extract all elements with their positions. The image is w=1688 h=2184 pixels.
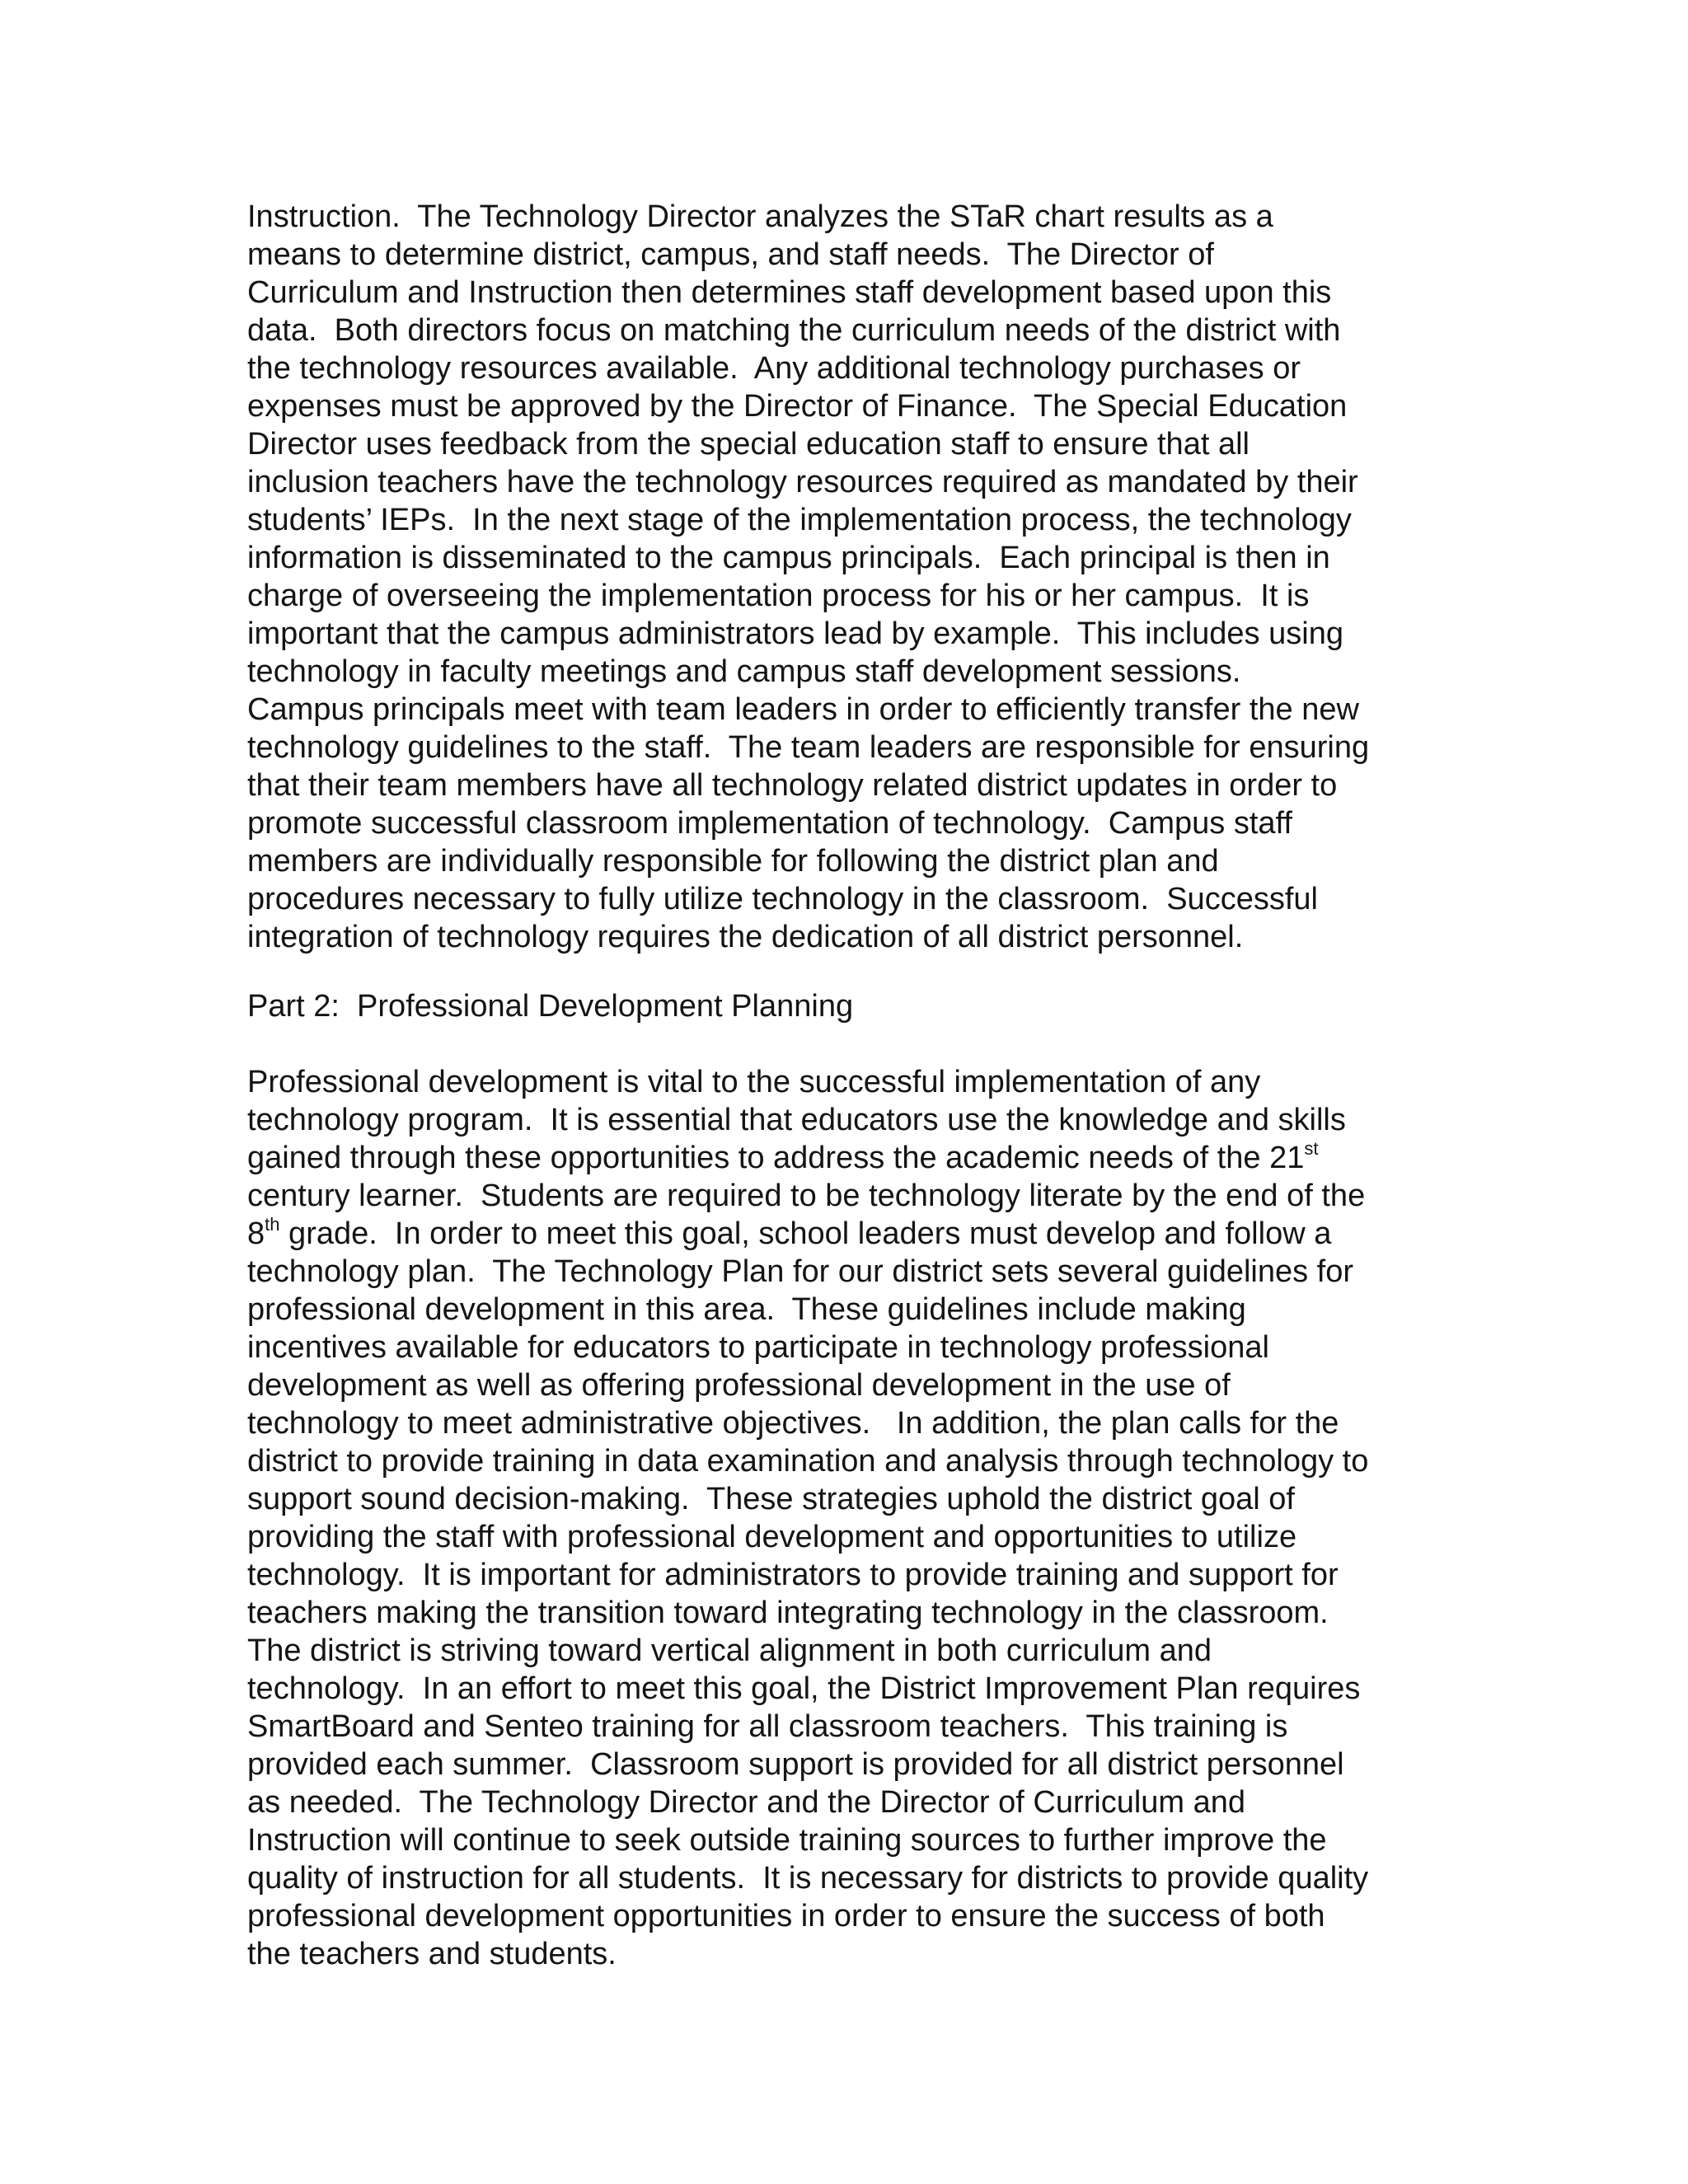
text-line: professional development in this area. These guidelines include making [247, 1292, 1246, 1327]
text-line: quality of instruction for all students. It is necessary for districts to provide quality [247, 1861, 1369, 1896]
text-line: technology to meet administrative objectives. In addition, the plan calls for the [247, 1406, 1339, 1441]
text-line: support sound decision-making. These strategies uphold the district goal of [247, 1482, 1295, 1516]
text-line: the teachers and students. [247, 1937, 617, 1971]
text-line: SmartBoard and Senteo training for all classroom teachers. This training is [247, 1709, 1288, 1744]
text-line: providing the staff with professional development and opportunities to utilize [247, 1520, 1297, 1554]
text-line: promote successful classroom implementation of technology. Campus staff [247, 806, 1292, 841]
line-number: 8 [247, 1216, 265, 1251]
text-line: technology. It is important for administrators to provide training and support for [247, 1558, 1339, 1592]
text-line: as needed. The Technology Director and the Director of Curriculum and [247, 1785, 1246, 1820]
text-line: incentives available for educators to participate in technology professional [247, 1330, 1269, 1365]
paragraph-professional-development [247, 1063, 1451, 1973]
text-line: members are individually responsible for following the district plan and [247, 844, 1219, 879]
text-line: district to provide training in data examination and analysis through technology to [247, 1444, 1369, 1479]
text-line: means to determine district, campus, and staff needs. The Director of [247, 237, 1214, 272]
text-line: technology plan. The Technology Plan for our district sets several guidelines for [247, 1254, 1354, 1289]
text-line: that their team members have all technology related district updates in order to [247, 768, 1338, 803]
text-line: charge of overseeing the implementation process for his or her campus. It is [247, 579, 1310, 613]
text-line: provided each summer. Classroom support is provided for all district personnel [247, 1747, 1344, 1782]
text-line: technology program. It is essential that educators use the knowledge and skills [247, 1103, 1346, 1137]
text-line: data. Both directors focus on matching the curriculum needs of the district with [247, 313, 1341, 348]
heading-text: Part 2: Professional Development Planning [247, 989, 854, 1024]
text-line-with-superscript [247, 1215, 1451, 1253]
text-line: Instruction will continue to seek outside training sources to further improve the [247, 1823, 1327, 1858]
text-line: inclusion teachers have the technology resources required as mandated by their [247, 465, 1358, 499]
paragraph-implementation [247, 198, 1451, 956]
text-line: students’ IEPs. In the next stage of the implementation process, the technology [247, 503, 1352, 537]
section-heading [247, 987, 1451, 1025]
text-line: procedures necessary to fully utilize technology in the classroom. Successful [247, 882, 1318, 916]
text-line: Campus principals meet with team leaders in order to efficiently transfer the new [247, 692, 1359, 727]
text-line: teachers making the transition toward integrating technology in the classroom. [247, 1596, 1329, 1630]
text-line: information is disseminated to the campus principals. Each principal is then in [247, 541, 1330, 575]
ordinal-superscript: st [1304, 1138, 1319, 1160]
line-text: grade. In order to meet this goal, school leaders must develop and follow a [279, 1216, 1332, 1251]
text-line: technology in faculty meetings and campus staff development sessions. [247, 654, 1241, 689]
text-line: Instruction. The Technology Director analyzes the STaR chart results as a [247, 199, 1273, 234]
text-line: century learner. Students are required to be technology literate by the end of the [247, 1179, 1366, 1213]
text-line: Curriculum and Instruction then determines staff development based upon this [247, 275, 1332, 310]
text-line-with-superscript [247, 1139, 1451, 1177]
text-line: expenses must be approved by the Director of Finance. The Special Education [247, 389, 1348, 424]
text-line: The district is striving toward vertical alignment in both curriculum and [247, 1633, 1212, 1668]
text-line: important that the campus administrators lead by example. This includes using [247, 616, 1343, 651]
text-line: the technology resources available. Any additional technology purchases or [247, 351, 1301, 386]
text-line: Professional development is vital to the successful implementation of any [247, 1065, 1261, 1099]
text-line: development as well as offering professional development in the use of [247, 1368, 1231, 1403]
text-line: professional development opportunities in order to ensure the success of both [247, 1899, 1325, 1933]
ordinal-superscript: th [265, 1214, 280, 1235]
line-text: gained through these opportunities to address the academic needs of the 21 [247, 1141, 1305, 1175]
text-line: technology. In an effort to meet this goal, the District Improvement Plan requires [247, 1671, 1361, 1706]
text-line: technology guidelines to the staff. The team leaders are responsible for ensuring [247, 730, 1370, 765]
text-line: Director uses feedback from the special education staff to ensure that all [247, 427, 1250, 462]
text-line: integration of technology requires the dedication of all district personnel. [247, 920, 1244, 954]
